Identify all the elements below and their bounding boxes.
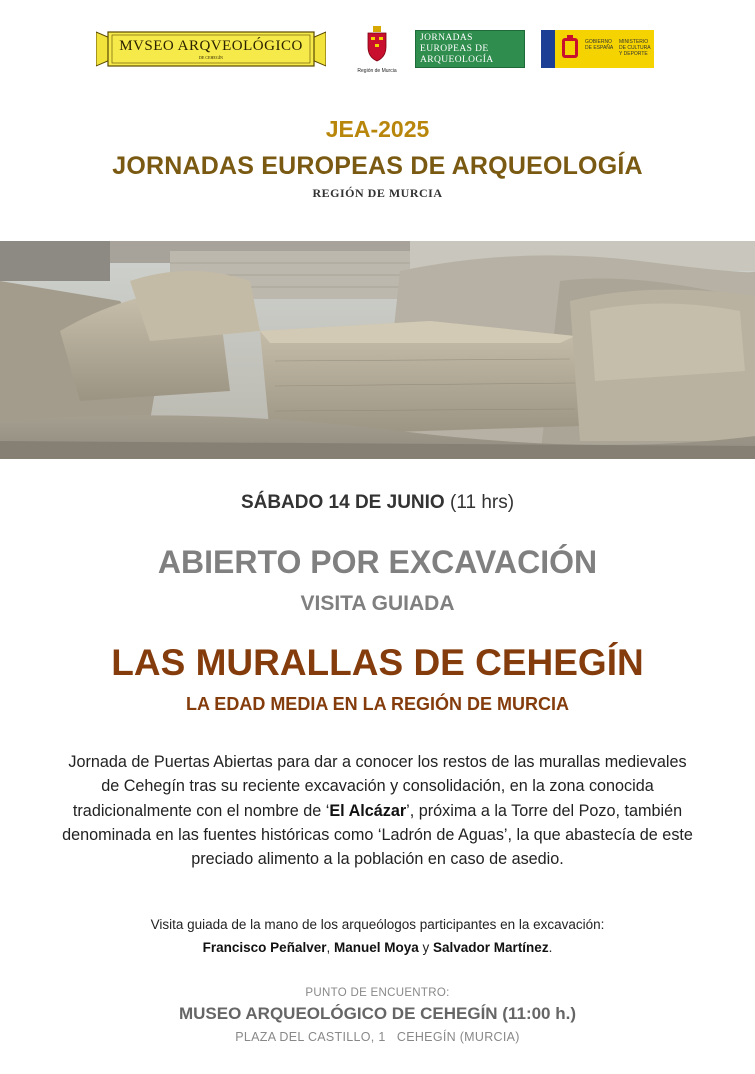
museo-logo-text: MVSEO ARQVEOLÓGICO	[119, 38, 303, 54]
meeting-point-address: PLAZA DEL CASTILLO, 1 CEHEGÍN (MURCIA)	[235, 1030, 520, 1044]
guide-separator-2: y	[418, 940, 434, 955]
description-part-2: ’, próxima a la Torre del Pozo, también denominada en las fuentes históricas como ‘Ladrón de Aguas’, la que abastecía de este preciado alimento a la población en caso de asedio.	[62, 801, 693, 869]
meeting-point-place: MUSEO ARQUEOLÓGICO DE CEHEGÍN (11:00 h.)	[178, 1004, 577, 1023]
guide-name-1: Francisco Peñalver	[202, 940, 327, 955]
guide-name-3: Salvador Martínez	[433, 940, 549, 955]
jea-logo-line-3: ARQUEOLOGÍA	[420, 55, 494, 65]
region-murcia-logo	[356, 26, 398, 74]
museo-arqueologico-logo	[96, 28, 326, 70]
guided-visit-heading: VISITA GUIADA	[300, 592, 455, 615]
event-time: (11 hrs)	[450, 492, 515, 513]
guide-end: .	[548, 940, 553, 955]
jea-logo-line-2: EUROPEAS DE	[420, 44, 489, 54]
spain-shield-icon	[559, 35, 581, 63]
gobierno-espana-logo	[541, 30, 654, 68]
page-title: JORNADAS EUROPEAS DE ARQUEOLOGÍA	[112, 152, 643, 180]
main-event-title: LAS MURALLAS DE CEHEGÍN	[111, 642, 644, 683]
guides-section	[40, 913, 715, 959]
event-date	[0, 492, 755, 514]
region-label: REGIÓN DE MURCIA	[312, 186, 443, 200]
museo-logo-small: DE CEHEGÍN	[199, 55, 223, 60]
guide-name-2: Manuel Moya	[334, 940, 419, 955]
description-part-1: Jornada de Puertas Abiertas para dar a conocer los restos de las murallas medievales de Cehegín tras su reciente excavación y consolidación, en la zona conocida tradicionalmente con el nombre de ‘	[68, 753, 687, 820]
guides-names	[40, 936, 715, 959]
jea-logo	[415, 30, 525, 68]
murcia-logo-label: Región de Murcia	[357, 68, 397, 74]
guide-separator-1: ,	[326, 940, 334, 955]
jea-logo-line-1: JORNADAS	[420, 33, 473, 43]
alcazar-name: El Alcázar	[329, 801, 407, 820]
guides-intro: Visita guiada de la mano de los arqueólogos participantes en la excavación:	[150, 917, 605, 932]
murcia-shield-icon	[366, 26, 388, 62]
ministerio-text: MINISTERIO DE CULTURA Y DEPORTE	[619, 39, 651, 57]
open-excavation-heading: ABIERTO POR EXCAVACIÓN	[157, 544, 598, 580]
gobierno-text: GOBIERNO DE ESPAÑA	[585, 39, 614, 51]
excavation-photo	[0, 241, 755, 459]
event-date-text: SÁBADO 14 DE JUNIO	[240, 492, 445, 513]
meeting-point-label: PUNTO DE ENCUENTRO:	[305, 987, 450, 999]
event-description	[60, 750, 695, 871]
event-code: JEA-2025	[325, 116, 430, 142]
event-subtitle: LA EDAD MEDIA EN LA REGIÓN DE MURCIA	[185, 694, 569, 714]
eu-flag-icon	[541, 30, 555, 68]
